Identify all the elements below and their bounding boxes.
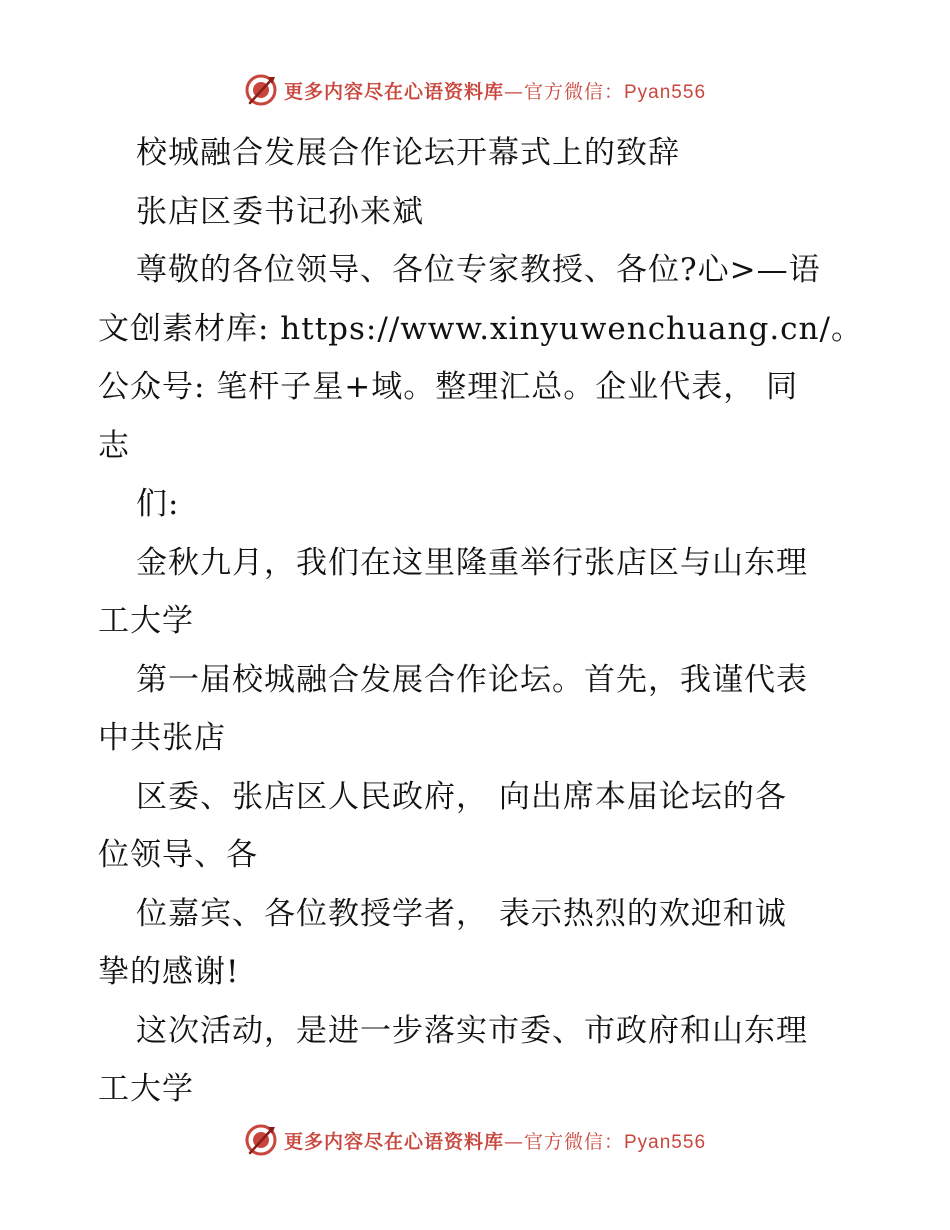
banner-wechat-id: Pyan556 <box>624 1131 707 1153</box>
banner-site-name: 更多内容尽在心语资料库 <box>283 1130 504 1153</box>
banner-site-name: 更多内容尽在心语资料库 <box>283 80 504 103</box>
paragraph-line: 志 <box>98 427 130 464</box>
paragraph-line: 这次活动，是进一步落实市委、市政府和山东理 <box>136 1012 808 1049</box>
banner-wechat-label: 官方微信： <box>523 1130 624 1153</box>
paragraph-line: 们: <box>136 486 180 522</box>
paragraph-line: 中共张店 <box>98 720 226 756</box>
document-author: 张店区委书记孙来斌 <box>136 193 424 230</box>
paragraph-line: 公众号: 笔杆子星+域。整理汇总。企业代表， 同 <box>98 369 799 405</box>
footer-banner <box>0 1120 950 1160</box>
document-body <box>98 124 863 1119</box>
quill-seal-icon <box>244 73 278 107</box>
paragraph-line: 挚的感谢! <box>98 954 240 990</box>
banner-separator: — <box>503 80 524 103</box>
quill-seal-icon <box>244 1123 278 1157</box>
paragraph-line: 工大学 <box>98 1071 194 1107</box>
header-banner <box>0 70 950 110</box>
paragraph-line: 区委、张店区人民政府， 向出席本届论坛的各 <box>136 778 787 815</box>
paragraph-line: 金秋九月，我们在这里隆重举行张店区与山东理 <box>136 544 808 581</box>
paragraph-line: 工大学 <box>98 603 194 639</box>
banner-wechat-id: Pyan556 <box>624 81 707 103</box>
document-title: 校城融合发展合作论坛开幕式上的致辞 <box>136 135 680 171</box>
paragraph-line: 文创素材库: https://www.xinyuwenchuang.cn/。 <box>98 310 863 347</box>
paragraph-line: 第一届校城融合发展合作论坛。首先，我谨代表 <box>136 661 808 698</box>
banner-wechat-label: 官方微信： <box>523 80 624 103</box>
paragraph-line: 位嘉宾、各位教授学者， 表示热烈的欢迎和诚 <box>136 895 787 932</box>
banner-text <box>284 1127 706 1154</box>
banner-text <box>284 77 706 104</box>
paragraph-line: 尊敬的各位领导、各位专家教授、各位?心>—语 <box>136 252 821 288</box>
paragraph-line: 位领导、各 <box>98 837 258 873</box>
banner-separator: — <box>503 1130 524 1153</box>
